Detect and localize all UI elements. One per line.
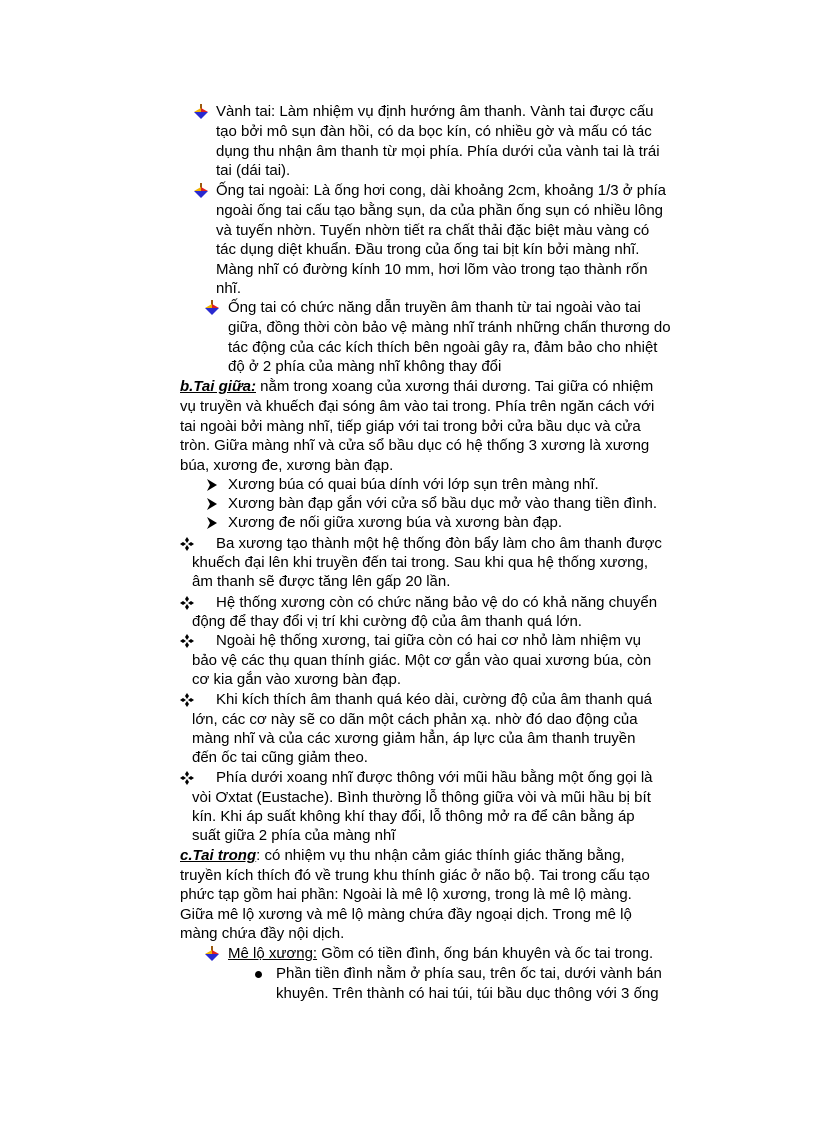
text-line: suất giữa 2 phía của màng nhĩ [192,827,396,844]
text-line: âm thanh sẽ được tăng lên gấp 20 lần. [192,573,451,590]
text-line: Xương búa có quai búa dính với lớp sụn trên màng nhĩ. [228,476,599,493]
text-line: kín. Khi áp suất không khí thay đổi, lỗ thông mở ra để cân bằng áp [192,808,635,825]
text-line: vụ truyền và khuếch đại sóng âm vào tai trong. Phía trên ngăn cách với [180,398,655,415]
text-line: Ba xương tạo thành một hệ thống đòn bẩy làm cho âm thanh được [216,535,662,552]
pin-bullet-icon [205,300,219,316]
text-line: Phía dưới xoang nhĩ được thông với mũi hầu bằng một ống gọi là [216,769,653,786]
text-line: Giữa mê lộ xương và mê lộ màng chứa đầy ngoại dịch. Trong mê lộ [180,906,632,923]
text-line: Ống tai ngoài: Là ống hơi cong, dài khoảng 2cm, khoảng 1/3 ở phía [216,182,666,199]
text-line: khuyên. Trên thành có hai túi, túi bầu dục thông với 3 ống [276,985,659,1002]
text-line: dụng thu nhận âm thanh từ mọi phía. Phía dưới của vành tai là trái [216,143,660,160]
text-line: ngoài ống tai cấu tạo bằng sụn, da của phần ống sụn có nhiều lông [216,202,664,219]
middle-ear-heading: b.Tai giữa: [180,378,256,395]
text-line: phức tạp gồm hai phần: Ngoài là mê lộ xương, trong là mê lộ màng. [180,886,632,903]
text-line: bảo vệ các thụ quan thính giác. Một cơ gắn vào quai xương búa, còn [192,652,652,669]
diamond-bullet-icon [180,771,194,785]
diamond-bullet-icon [180,537,194,551]
text-line: Phần tiền đình nằm ở phía sau, trên ốc tai, dưới vành bán [276,965,662,982]
text-line: truyền kích thích đó về trung khu thính giác ở não bộ. Tai trong cấu tạo [180,867,650,884]
arrow-bullet-icon [206,478,218,492]
pin-bullet-icon [194,104,208,120]
pin-bullet-icon [205,946,219,962]
diamond-bullet-icon [180,693,194,707]
text-line: tạo bởi mô sụn đàn hồi, có da bọc kín, có nhiều gờ và mấu có tác [216,123,652,140]
arrow-bullet-icon [206,516,218,530]
text-line: Ngoài hệ thống xương, tai giữa còn có hai cơ nhỏ làm nhiệm vụ [216,632,641,649]
text-line: độ ở 2 phía của màng nhĩ không thay đổi [228,358,502,375]
arrow-bullet-icon [206,497,218,511]
text-line: giữa, đồng thời còn bảo vệ màng nhĩ tránh những chấn thương do [228,319,671,336]
text-line: Khi kích thích âm thanh quá kéo dài, cường độ của âm thanh quá [216,691,652,708]
text-line: Hệ thống xương còn có chức năng bảo vệ do có khả năng chuyển [216,594,658,611]
text-line: khuếch đại lên khi truyền đến tai trong. Sau khi qua hệ thống xương, [192,554,649,571]
text-line: búa, xương đe, xương bàn đạp. [180,457,394,474]
text-line: lớn, các cơ này sẽ co dãn một cách phản xạ. nhờ đó dao động của [192,711,638,728]
inner-ear-heading: c.Tai trong [180,847,257,864]
text-line: Ống tai có chức năng dẫn truyền âm thanh từ tai ngoài vào tai [228,299,641,316]
text-line: nhĩ. [216,280,242,297]
text-line: đến ốc tai cũng giảm theo. [192,749,368,766]
text-line: màng chứa đầy nội dịch. [180,925,345,942]
text-line: tác dụng diệt khuẩn. Đầu trong của ống tai bịt kín bởi màng nhĩ. [216,241,640,258]
diamond-bullet-icon [180,596,194,610]
middle-ear-heading-line [180,377,653,396]
text-line: cơ kia gắn vào xương bàn đạp. [192,671,402,688]
text-line: Xương bàn đạp gắn với cửa sổ bầu dục mở vào thang tiền đình. [228,495,658,512]
text-line: tròn. Giữa màng nhĩ và cửa sổ bầu dục có hệ thống 3 xương là xương [180,437,650,454]
bony-labyrinth-line [228,944,653,963]
text-line: động để thay đổi vị trí khi cường độ của âm thanh quá lớn. [192,613,582,630]
text-line: : có nhiệm vụ thu nhận cảm giác thính giác thăng bằng, [256,847,625,864]
text-line: tai ngoài bởi màng nhĩ, tiếp giáp với tai trong bởi cửa bầu dục và cửa [180,418,641,435]
text-line: và tuyến nhờn. Tuyến nhờn tiết ra chất thải đặc biệt màu vàng có [216,222,650,239]
text-line: Gồm có tiền đình, ống bán khuyên và ốc tai trong. [317,945,654,962]
text-line: Vành tai: Làm nhiệm vụ định hướng âm thanh. Vành tai được cấu [216,103,654,120]
pin-bullet-icon [194,183,208,199]
text-line: màng nhĩ và của các xương giảm hẳn, áp lực của âm thanh truyền [192,730,636,747]
text-line: vòi Ơxtat (Eustache). Bình thường lỗ thông giữa vòi và mũi hầu bị bít [192,789,651,806]
diamond-bullet-icon [180,634,194,648]
text-line: Xương đe nối giữa xương búa và xương bàn đạp. [228,514,563,531]
text-line: tai (dái tai). [216,162,291,179]
bony-labyrinth-label: Mê lộ xương: [228,945,318,962]
text-line: nằm trong xoang của xương thái dương. Tai giữa có nhiệm [256,378,654,395]
text-line: tác động của các kích thích bên ngoài gây ra, đảm bảo cho nhiệt [228,339,658,356]
inner-ear-heading-line [180,846,625,865]
dot-bullet-icon [255,971,262,978]
text-line: Màng nhĩ có đường kính 10 mm, hơi lõm vào trong tạo thành rốn [216,261,648,278]
